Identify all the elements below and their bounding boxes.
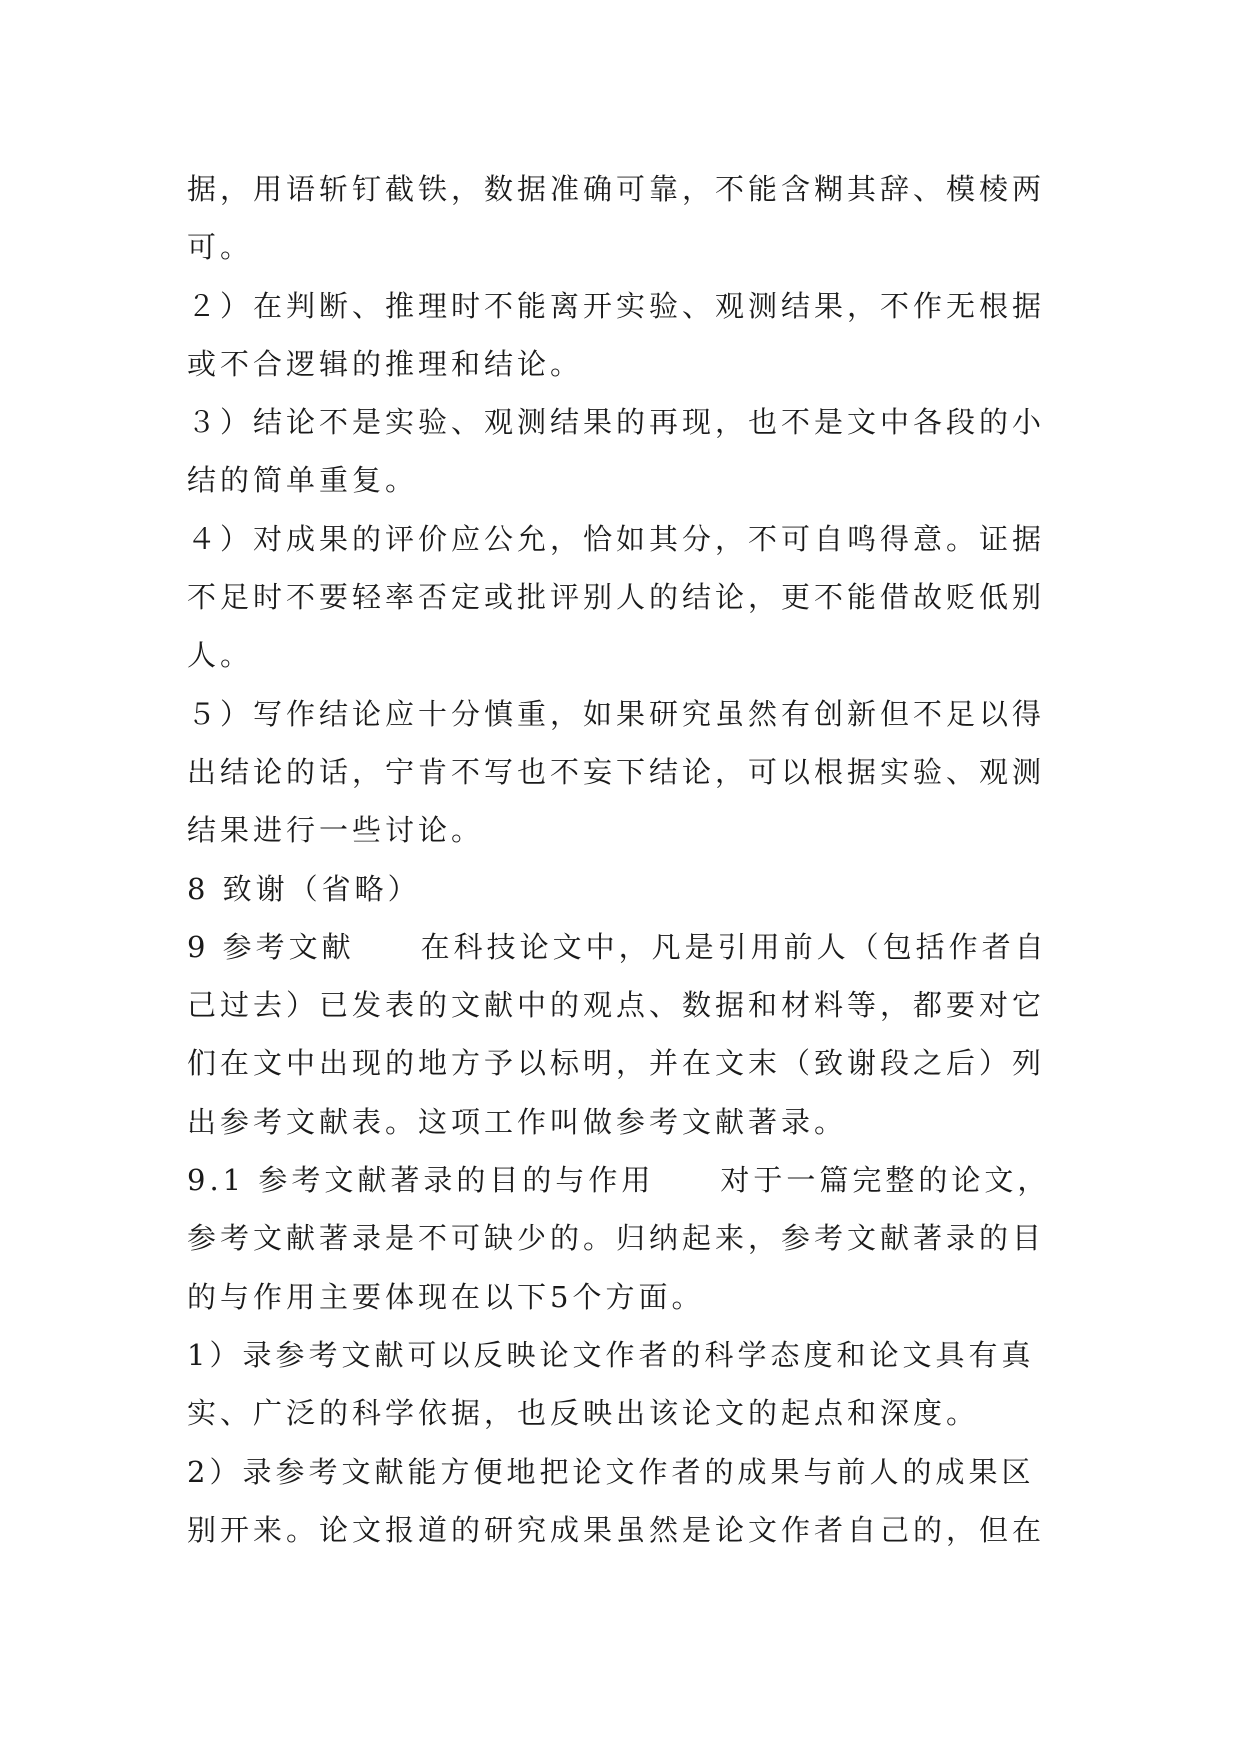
text-line: 己过去）已发表的文献中的观点、数据和材料等，都要对它	[187, 988, 1046, 1023]
text-line: 人。	[187, 638, 254, 673]
text-line: 结果进行一些讨论。	[187, 813, 485, 848]
text-line: ４）对成果的评价应公允，恰如其分，不可自鸣得意。证据	[187, 521, 1046, 556]
text-line: 可。	[187, 230, 254, 265]
text-line: 别开来。论文报道的研究成果虽然是论文作者自己的，但在	[187, 1512, 1046, 1547]
text-line: 结的简单重复。	[187, 463, 419, 498]
subsection-heading: 9.1 参考文献著录的目的与作用 对于一篇完整的论文，	[187, 1163, 1051, 1198]
text-line: ５）写作结论应十分慎重，如果研究虽然有创新但不足以得	[187, 696, 1046, 731]
text-line: 实、广泛的科学依据，也反映出该论文的起点和深度。	[187, 1396, 980, 1431]
text-line: ２）在判断、推理时不能离开实验、观测结果，不作无根据	[187, 288, 1046, 323]
text-line: 或不合逻辑的推理和结论。	[187, 346, 584, 381]
text-line: ３）结论不是实验、观测结果的再现，也不是文中各段的小	[187, 405, 1046, 440]
text-line: 2）录参考文献能方便地把论文作者的成果与前人的成果区	[187, 1454, 1035, 1489]
text-line: 据，用语斩钉截铁，数据准确可靠，不能含糊其辞、模棱两	[187, 172, 1046, 206]
text-line: 不足时不要轻率否定或批评别人的结论，更不能借故贬低别	[187, 580, 1046, 615]
section-heading: 9 参考文献 在科技论文中，凡是引用前人（包括作者自	[187, 929, 1048, 964]
section-heading: 8 致谢（省略）	[187, 871, 421, 906]
text-line: 们在文中出现的地方予以标明，并在文末（致谢段之后）列	[187, 1046, 1046, 1081]
text-line: 出结论的话，宁肯不写也不妄下结论，可以根据实验、观测	[187, 754, 1046, 789]
document-body	[187, 160, 1067, 1559]
text-line: 1）录参考文献可以反映论文作者的科学态度和论文具有真	[187, 1337, 1035, 1372]
text-line: 的与作用主要体现在以下5个方面。	[187, 1279, 705, 1314]
text-line: 参考文献著录是不可缺少的。归纳起来，参考文献著录的目	[187, 1221, 1046, 1256]
text-line: 出参考文献表。这项工作叫做参考文献著录。	[187, 1104, 848, 1139]
